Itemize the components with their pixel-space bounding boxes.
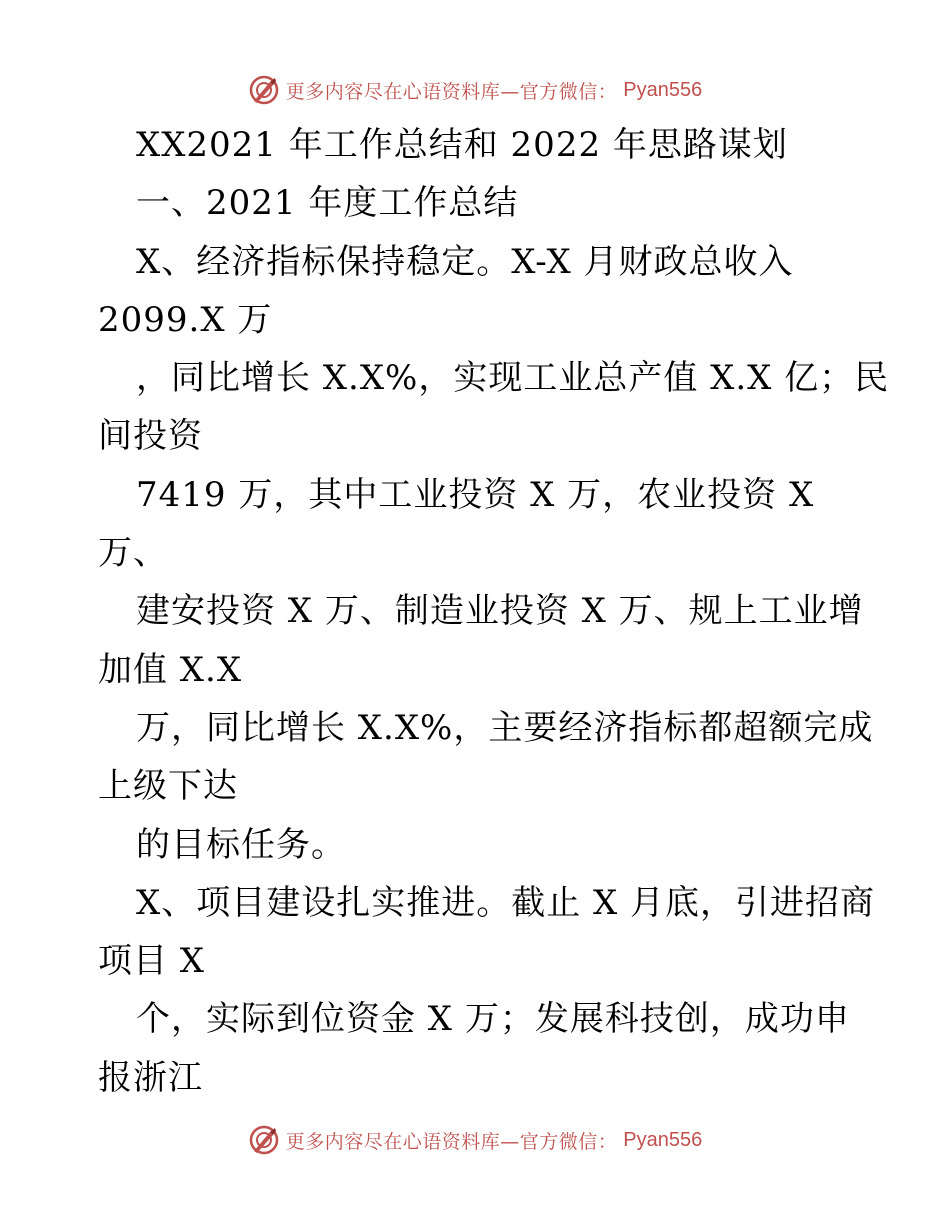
watermark-handle: Pyan556 xyxy=(623,78,703,101)
text-line: ，同比增长 X.X%，实现工业总产值 X.X 亿；民 xyxy=(136,358,890,399)
watermark-text: 更多内容尽在心语资料库—官方微信： xyxy=(285,1130,618,1153)
text-line: 项目 X xyxy=(98,941,206,982)
text-line: 万，同比增长 X.X%，主要经济指标都超额完成 xyxy=(136,707,874,748)
text-line: 的目标任务。 xyxy=(136,824,346,865)
pen-logo-icon xyxy=(248,74,280,106)
text-line: X、经济指标保持稳定。X-X 月财政总收入 xyxy=(136,241,794,282)
text-line: 报浙江 xyxy=(98,1057,203,1098)
text-line: 加值 X.X xyxy=(98,649,243,690)
doc-title: XX2021 年工作总结和 2022 年思路谋划 xyxy=(136,125,788,165)
watermark-header xyxy=(0,70,950,110)
watermark-handle: Pyan556 xyxy=(623,1128,703,1151)
text-line: X、项目建设扎实推进。截止 X 月底，引进招商 xyxy=(136,882,876,923)
text-line: 2099.X 万 xyxy=(98,299,273,340)
document-body xyxy=(98,116,890,1107)
section-heading: 一、2021 年度工作总结 xyxy=(136,183,519,224)
text-line: 个，实际到位资金 X 万；发展科技创，成功申 xyxy=(136,999,850,1040)
text-line: 间投资 xyxy=(98,416,203,457)
text-line: 建安投资 X 万、制造业投资 X 万、规上工业增 xyxy=(136,591,864,632)
text-line: 上级下达 xyxy=(98,766,238,807)
watermark-footer xyxy=(0,1120,950,1160)
watermark-text: 更多内容尽在心语资料库—官方微信： xyxy=(285,80,618,103)
text-line: 万、 xyxy=(98,533,168,574)
text-line: 7419 万，其中工业投资 X 万，农业投资 X xyxy=(136,474,815,515)
pen-logo-icon xyxy=(248,1124,280,1156)
